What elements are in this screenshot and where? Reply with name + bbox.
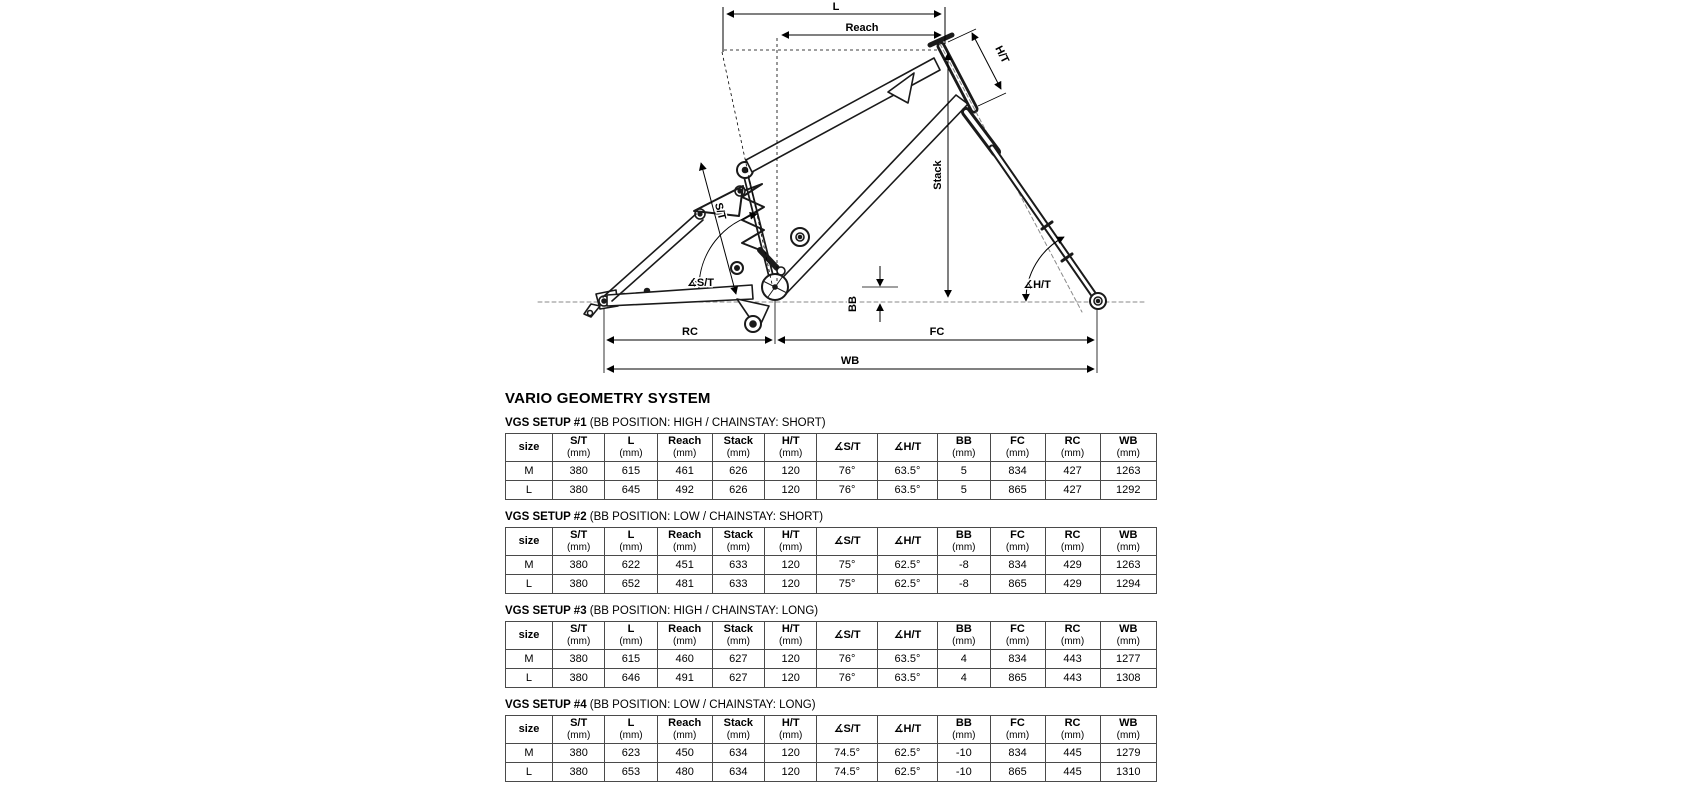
column-header: RC (mm) — [1045, 622, 1100, 650]
table-cell: 634 — [712, 744, 764, 763]
table-cell: 380 — [552, 556, 604, 575]
table-cell: 74.5° — [817, 744, 877, 763]
table-cell: 443 — [1045, 669, 1100, 688]
table-cell: 633 — [712, 575, 764, 594]
table-cell: 5 — [938, 481, 990, 500]
frame-geometry-diagram — [500, 0, 1200, 388]
vgs-setup-section — [505, 417, 1157, 500]
column-header: ∡H/T — [877, 716, 937, 744]
dim-label-angle-ht: ∡H/T — [1023, 279, 1051, 291]
table-cell: 5 — [938, 462, 990, 481]
table-cell: 427 — [1045, 481, 1100, 500]
table-cell: 492 — [657, 481, 712, 500]
setup-condition: (BB POSITION: LOW / CHAINSTAY: LONG) — [589, 699, 816, 711]
table-row — [506, 575, 1157, 594]
table-cell: 481 — [657, 575, 712, 594]
table-cell: 4 — [938, 650, 990, 669]
column-header: Stack (mm) — [712, 434, 764, 462]
column-header: S/T (mm) — [552, 434, 604, 462]
dimension-labels — [682, 1, 1051, 367]
table-cell: 120 — [765, 575, 817, 594]
column-header: ∡S/T — [817, 434, 877, 462]
table-cell: 491 — [657, 669, 712, 688]
table-cell: 450 — [657, 744, 712, 763]
column-header: L (mm) — [605, 622, 657, 650]
table-cell: 63.5° — [877, 669, 937, 688]
column-header: BB (mm) — [938, 622, 990, 650]
table-cell: 443 — [1045, 650, 1100, 669]
table-cell: 865 — [990, 575, 1045, 594]
table-cell: 865 — [990, 669, 1045, 688]
table-cell: 445 — [1045, 763, 1100, 782]
table-cell: 429 — [1045, 575, 1100, 594]
table-cell: 451 — [657, 556, 712, 575]
column-header: WB (mm) — [1100, 434, 1156, 462]
setup-name: VGS SETUP #1 — [505, 417, 590, 429]
geometry-table — [505, 715, 1157, 782]
column-header: WB (mm) — [1100, 716, 1156, 744]
column-header: H/T (mm) — [765, 622, 817, 650]
vgs-setup-section — [505, 699, 1157, 782]
column-header: H/T (mm) — [765, 434, 817, 462]
table-cell: 646 — [605, 669, 657, 688]
table-cell: 380 — [552, 744, 604, 763]
table-cell: 834 — [990, 462, 1045, 481]
table-cell: 645 — [605, 481, 657, 500]
table-cell: 120 — [765, 481, 817, 500]
table-cell: 120 — [765, 556, 817, 575]
column-header: ∡S/T — [817, 622, 877, 650]
table-cell: 62.5° — [877, 575, 937, 594]
table-row — [506, 763, 1157, 782]
dim-label-st: S/T — [712, 201, 728, 222]
table-cell: 460 — [657, 650, 712, 669]
setup-name: VGS SETUP #4 — [505, 699, 590, 711]
table-cell: 652 — [605, 575, 657, 594]
setup-title — [505, 511, 1157, 523]
table-cell: 76° — [817, 481, 877, 500]
column-header: size — [506, 716, 553, 744]
table-cell: 1263 — [1100, 556, 1156, 575]
setup-title — [505, 417, 1157, 429]
table-cell: 120 — [765, 462, 817, 481]
dim-label-bb: BB — [847, 296, 859, 312]
column-header: ∡H/T — [877, 622, 937, 650]
column-header: ∡S/T — [817, 716, 877, 744]
dim-label-l: L — [832, 1, 840, 13]
header-row — [506, 716, 1157, 744]
column-header: S/T (mm) — [552, 528, 604, 556]
table-cell: 445 — [1045, 744, 1100, 763]
column-header: FC (mm) — [990, 528, 1045, 556]
column-header: S/T (mm) — [552, 716, 604, 744]
column-header: size — [506, 622, 553, 650]
table-cell: 1263 — [1100, 462, 1156, 481]
setup-condition: (BB POSITION: HIGH / CHAINSTAY: SHORT) — [589, 417, 826, 429]
table-cell: 623 — [605, 744, 657, 763]
table-cell: 63.5° — [877, 650, 937, 669]
table-cell: 380 — [552, 481, 604, 500]
column-header: L (mm) — [605, 528, 657, 556]
setup-name: VGS SETUP #2 — [505, 511, 590, 523]
column-header: H/T (mm) — [765, 528, 817, 556]
table-cell: M — [506, 556, 553, 575]
setup-name: VGS SETUP #3 — [505, 605, 590, 617]
table-cell: M — [506, 744, 553, 763]
table-row — [506, 556, 1157, 575]
table-cell: 429 — [1045, 556, 1100, 575]
dim-label-wb: WB — [840, 355, 860, 367]
table-cell: 865 — [990, 763, 1045, 782]
table-cell: 76° — [817, 650, 877, 669]
column-header: Stack (mm) — [712, 622, 764, 650]
header-row — [506, 434, 1157, 462]
table-cell: 380 — [552, 575, 604, 594]
table-cell: 1279 — [1100, 744, 1156, 763]
table-cell: 633 — [712, 556, 764, 575]
column-header: L (mm) — [605, 434, 657, 462]
table-cell: M — [506, 650, 553, 669]
table-cell: -10 — [938, 763, 990, 782]
column-header: Reach (mm) — [657, 716, 712, 744]
column-header: WB (mm) — [1100, 622, 1156, 650]
table-cell: 865 — [990, 481, 1045, 500]
table-row — [506, 744, 1157, 763]
table-cell: 627 — [712, 650, 764, 669]
table-cell: L — [506, 763, 553, 782]
column-header: Stack (mm) — [712, 528, 764, 556]
column-header: size — [506, 434, 553, 462]
column-header: ∡S/T — [817, 528, 877, 556]
table-cell: L — [506, 481, 553, 500]
table-cell: 834 — [990, 650, 1045, 669]
table-cell: 1310 — [1100, 763, 1156, 782]
setup-title — [505, 605, 1157, 617]
column-header: ∡H/T — [877, 434, 937, 462]
column-header: S/T (mm) — [552, 622, 604, 650]
table-cell: 626 — [712, 481, 764, 500]
table-cell: 74.5° — [817, 763, 877, 782]
column-header: FC (mm) — [990, 716, 1045, 744]
dim-label-stack: Stack — [932, 160, 944, 190]
column-header: BB (mm) — [938, 716, 990, 744]
column-header: Stack (mm) — [712, 716, 764, 744]
table-cell: 380 — [552, 763, 604, 782]
column-header: Reach (mm) — [657, 528, 712, 556]
table-row — [506, 481, 1157, 500]
column-header: WB (mm) — [1100, 528, 1156, 556]
table-cell: 1308 — [1100, 669, 1156, 688]
setup-condition: (BB POSITION: LOW / CHAINSTAY: SHORT) — [589, 511, 824, 523]
dim-label-angle-st: ∡S/T — [687, 277, 714, 289]
table-cell: -8 — [938, 575, 990, 594]
dim-line-st — [701, 163, 736, 294]
table-cell: 75° — [817, 575, 877, 594]
table-cell: 4 — [938, 669, 990, 688]
table-row — [506, 650, 1157, 669]
table-cell: 653 — [605, 763, 657, 782]
column-header: RC (mm) — [1045, 434, 1100, 462]
dim-label-rc: RC — [682, 326, 698, 338]
table-cell: 120 — [765, 650, 817, 669]
table-cell: 1277 — [1100, 650, 1156, 669]
table-cell: 427 — [1045, 462, 1100, 481]
table-cell: 834 — [990, 556, 1045, 575]
table-cell: -10 — [938, 744, 990, 763]
table-cell: 1294 — [1100, 575, 1156, 594]
bike-frame-drawing — [538, 35, 1146, 332]
column-header: ∡H/T — [877, 528, 937, 556]
dim-label-ht: H/T — [992, 44, 1012, 66]
table-cell: 76° — [817, 462, 877, 481]
column-header: Reach (mm) — [657, 622, 712, 650]
table-row — [506, 669, 1157, 688]
table-cell: 480 — [657, 763, 712, 782]
column-header: H/T (mm) — [765, 716, 817, 744]
dim-line-ht — [972, 33, 1001, 89]
chainstay — [607, 285, 753, 306]
column-header: L (mm) — [605, 716, 657, 744]
column-header: BB (mm) — [938, 434, 990, 462]
table-cell: 75° — [817, 556, 877, 575]
seatstay — [603, 214, 696, 297]
table-cell: 120 — [765, 763, 817, 782]
table-cell: 461 — [657, 462, 712, 481]
table-cell: 62.5° — [877, 556, 937, 575]
column-header: FC (mm) — [990, 622, 1045, 650]
column-header: FC (mm) — [990, 434, 1045, 462]
table-cell: 120 — [765, 744, 817, 763]
dim-label-reach: Reach — [845, 22, 879, 34]
tables-container — [505, 417, 1157, 782]
dim-label-fc: FC — [929, 326, 945, 338]
column-header: Reach (mm) — [657, 434, 712, 462]
setup-title — [505, 699, 1157, 711]
table-cell: 634 — [712, 763, 764, 782]
column-header: BB (mm) — [938, 528, 990, 556]
table-cell: 834 — [990, 744, 1045, 763]
table-cell: 380 — [552, 669, 604, 688]
table-cell: 1292 — [1100, 481, 1156, 500]
geometry-table — [505, 527, 1157, 594]
table-cell: -8 — [938, 556, 990, 575]
table-cell: L — [506, 575, 553, 594]
column-header: size — [506, 528, 553, 556]
page-title: VARIO GEOMETRY SYSTEM — [505, 390, 711, 407]
column-header: RC (mm) — [1045, 528, 1100, 556]
column-header: RC (mm) — [1045, 716, 1100, 744]
tables-section — [505, 390, 1157, 782]
table-cell: 615 — [605, 462, 657, 481]
table-row — [506, 462, 1157, 481]
table-cell: 63.5° — [877, 462, 937, 481]
down-tube — [769, 95, 968, 298]
table-cell: 622 — [605, 556, 657, 575]
setup-condition: (BB POSITION: HIGH / CHAINSTAY: LONG) — [589, 605, 819, 617]
vgs-setup-section — [505, 605, 1157, 688]
geometry-table — [505, 621, 1157, 688]
table-cell: 380 — [552, 462, 604, 481]
table-cell: 627 — [712, 669, 764, 688]
header-row — [506, 622, 1157, 650]
header-row — [506, 528, 1157, 556]
table-cell: 62.5° — [877, 744, 937, 763]
table-cell: 62.5° — [877, 763, 937, 782]
table-cell: M — [506, 462, 553, 481]
table-cell: L — [506, 669, 553, 688]
table-cell: 626 — [712, 462, 764, 481]
geometry-table — [505, 433, 1157, 500]
table-cell: 76° — [817, 669, 877, 688]
table-cell: 120 — [765, 669, 817, 688]
table-cell: 63.5° — [877, 481, 937, 500]
table-cell: 380 — [552, 650, 604, 669]
table-cell: 615 — [605, 650, 657, 669]
vgs-setup-section — [505, 511, 1157, 594]
